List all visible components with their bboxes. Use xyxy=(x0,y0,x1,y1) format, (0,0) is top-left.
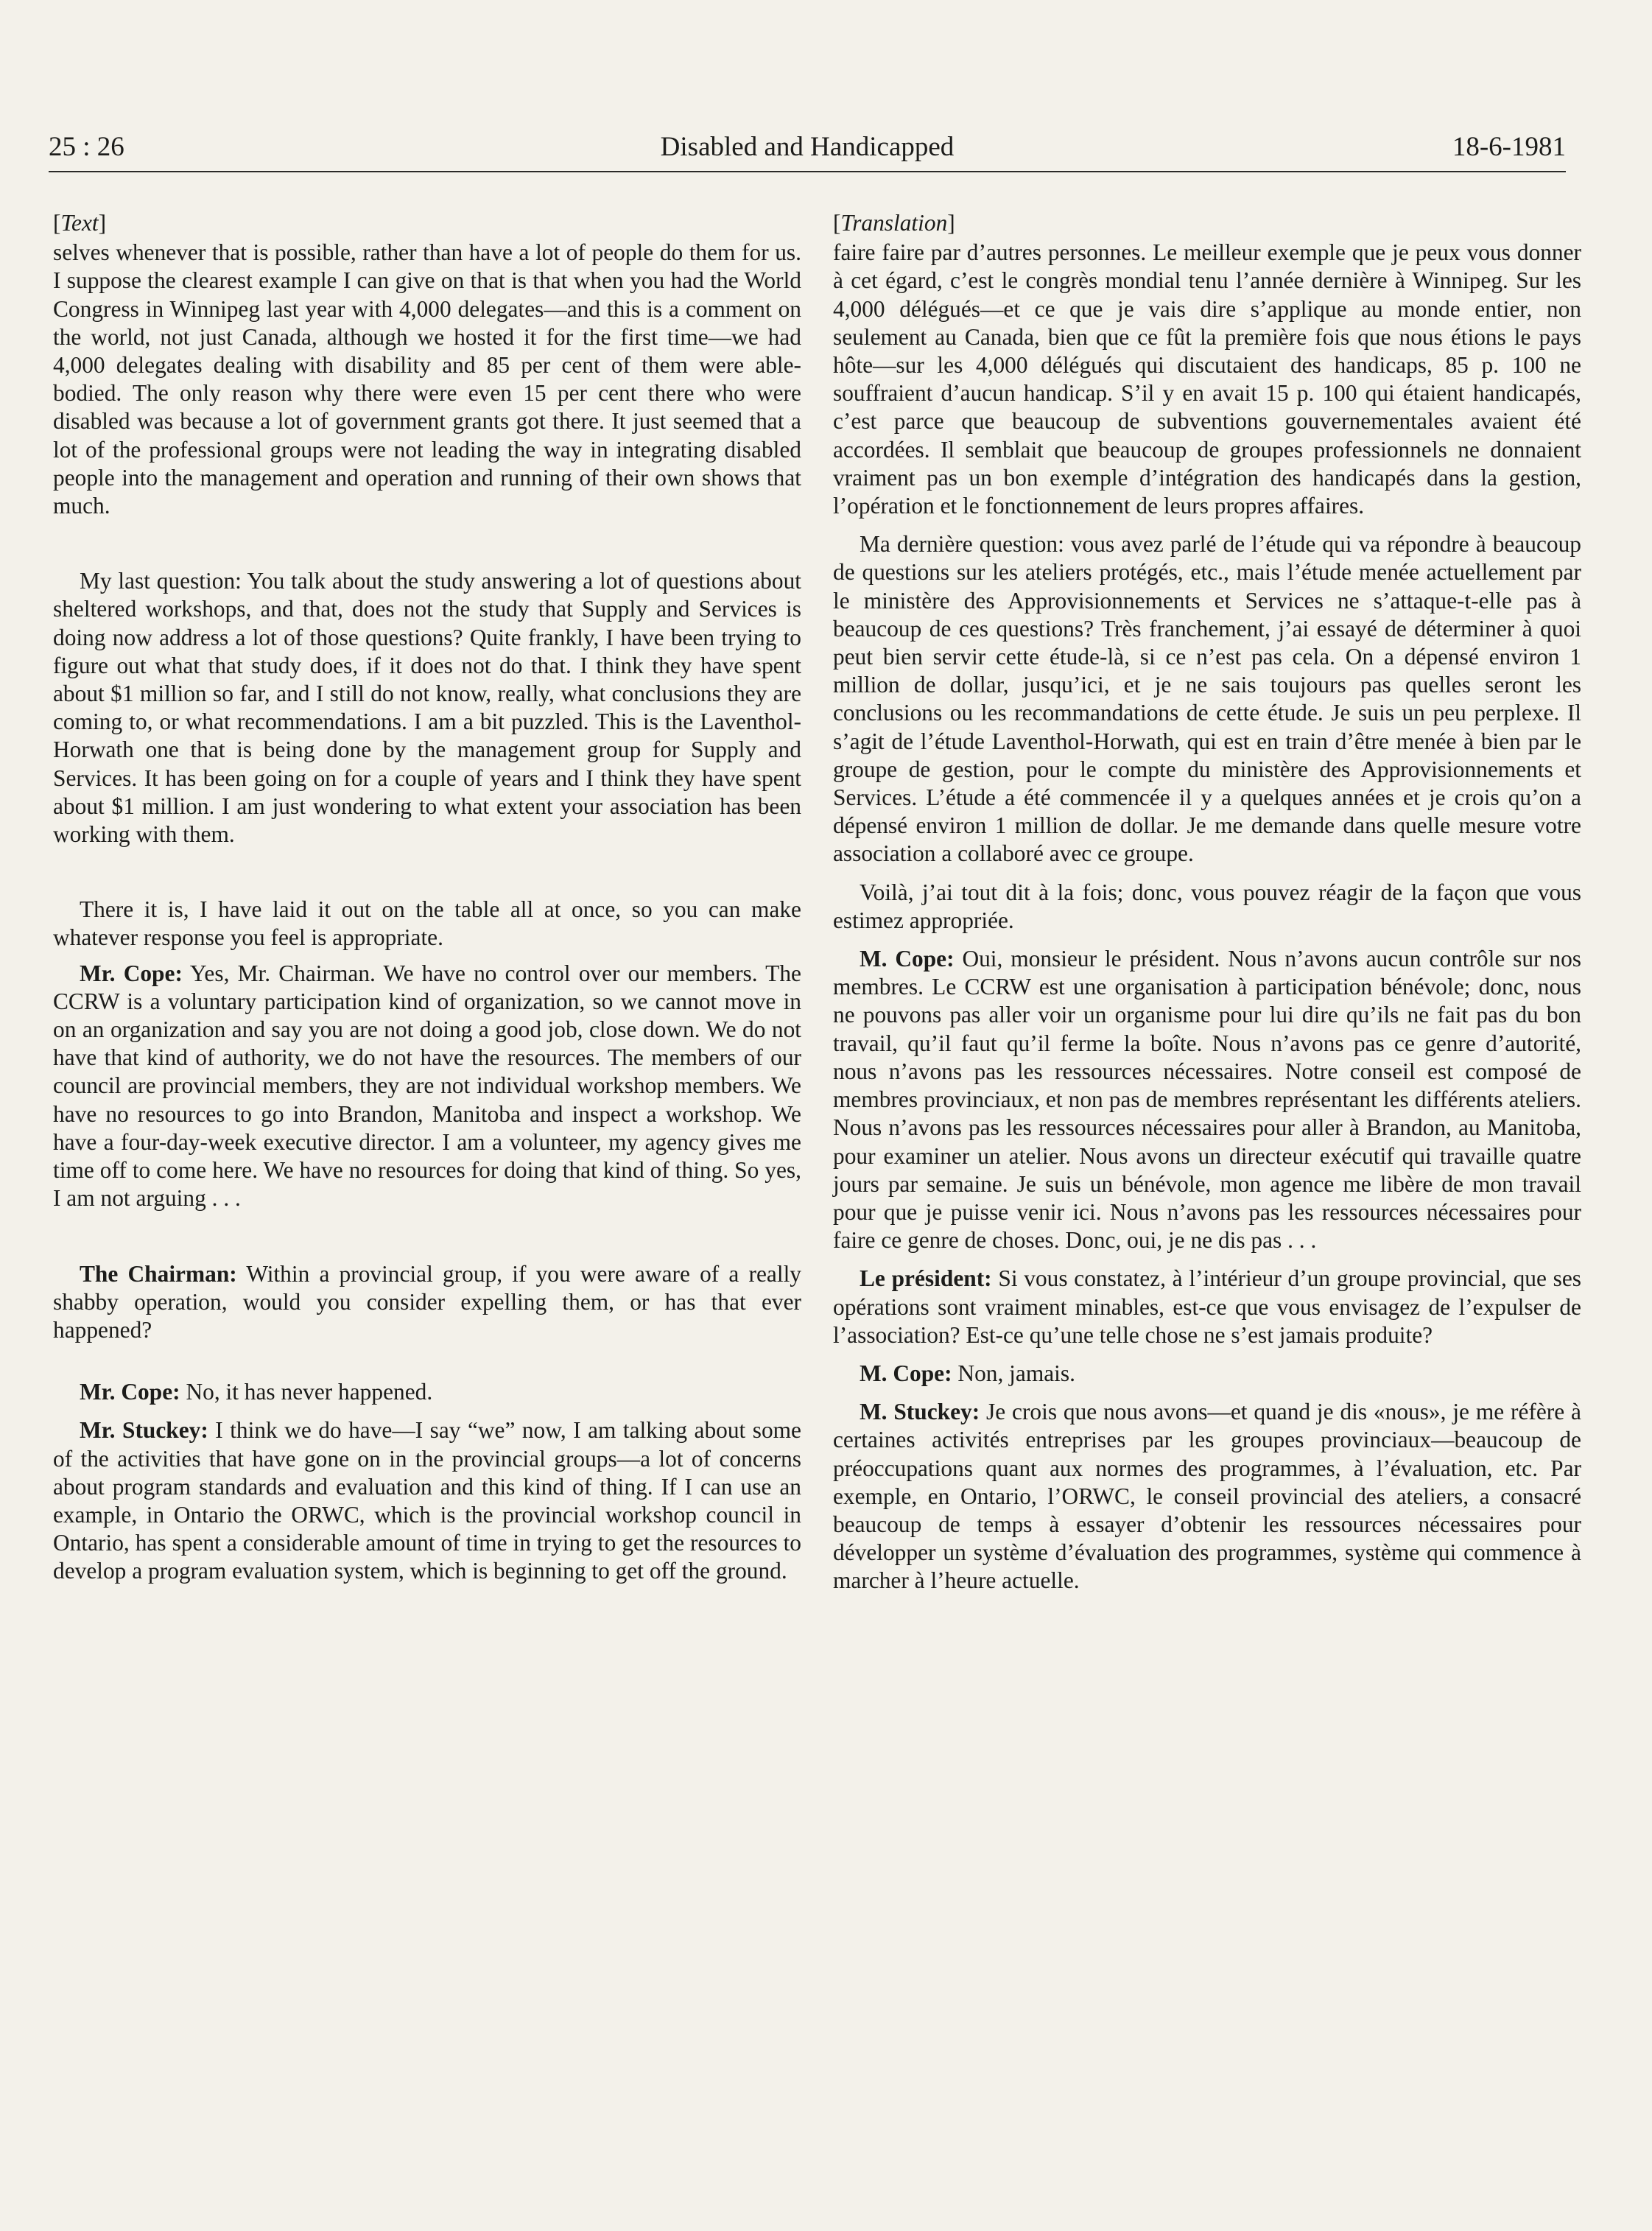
running-title: Disabled and Handicapped xyxy=(660,132,955,162)
speaker-name: M. Cope: xyxy=(860,1360,952,1386)
language-label: [Text] xyxy=(53,210,107,236)
right-column xyxy=(833,209,1581,2095)
paragraph xyxy=(53,1416,801,1585)
paragraph xyxy=(53,1260,801,1345)
speaker-name: Mr. Cope: xyxy=(80,960,183,986)
paragraph-text: selves whenever that is possible, rather than have a lot of people do them for us. I suppose the clearest example I can give on that is that when you had the World Congress in Winnipeg last year with 4,000 delegates—and this is a comment on the world, not just Canada, although we hosted it for the first time—we had 4,000 delegates dealing with disability and 85 per cent of them were able-bodied. The only reason why there were even 15 per cent there who were disabled was because a lot of government grants got there. It just seemed that a lot of the professional groups were not leading the way in integrating disabled people into the management and operation and running of their own shows that much. xyxy=(53,239,801,519)
paragraph-text: There it is, I have laid it out on the table all at once, so you can make whatever response you feel is appropriate. xyxy=(53,896,801,951)
page-header xyxy=(49,131,1566,171)
speaker-name: Mr. Cope: xyxy=(80,1379,180,1405)
page-number: 25 : 26 xyxy=(49,132,124,162)
paragraph xyxy=(53,239,801,520)
paragraph xyxy=(53,567,801,849)
paragraph xyxy=(833,945,1581,1254)
paragraph-text: I think we do have—I say “we” now, I am talking about some of the activities that have gone on in the provincial groups—a lot of concerns about program standards and evaluation and this kind of thing. If I can use an example, in Ontario the ORWC, which is the provincial workshop council in Ontario, has spent a considerable amount of time in trying to get the resources to develop a program evaluation system, which is beginning to get off the ground. xyxy=(53,1417,801,1584)
paragraph-text: Je crois que nous avons—et quand je dis «nous», je me réfère à certaines activités entreprises par les groupes provinciaux—beaucoup de préoccupations quant aux normes des programmes, à l’évaluation, etc. Par exemple, en Ontario, l’ORWC, le conseil provincial des ateliers, a consacré beaucoup de temps à essayer d’obtenir les ressources nécessaires pour développer un système d’évaluation des programmes, système qui commence à marcher à l’heure actuelle. xyxy=(833,1399,1581,1594)
paragraph-text: No, it has never happened. xyxy=(186,1379,433,1405)
language-label: [Translation] xyxy=(833,210,955,236)
paragraph-text: faire faire par d’autres personnes. Le meilleur exemple que je peux vous donner à cet égard, c’est le congrès mondial tenu l’année dernière à Winnipeg. Sur les 4,000 délégués—et ce que je vais dire s’applique au monde entier, non seulement au Canada, bien que ce fût la première fois que nous étions le pays hôte—sur les 4,000 délégués qui discutaient des handicaps, 85 p. 100 ne souffraient d’aucun handicap. S’il y en avait 15 p. 100 qui étaient handicapés, c’est parce que beaucoup de subventions gouvernementales avaient été accordées. Il semblait que beaucoup de groupes professionnels ne donnaient vraiment pas un bon exemple d’intégration des handicapés dans la gestion, l’opération et le fonctionnement de leurs propres affaires. xyxy=(833,239,1581,519)
paragraph-text: Yes, Mr. Chairman. We have no control over our members. The CCRW is a voluntary participation kind of organization, so we cannot move in on an organization and say you are not doing a good job, close down. We do not have that kind of authority, we do not have the resources. The members of our council are provincial members, they are not individual workshop members. We have no resources to go into Brandon, Manitoba and inspect a workshop. We have a four-day-week executive director. I am a volunteer, my agency gives me time off to come here. We have no resources for doing that kind of thing. So yes, I am not arguing . . . xyxy=(53,960,801,1212)
paragraph-text: My last question: You talk about the study answering a lot of questions about sheltered workshops, and that, does not the study that Supply and Services is doing now address a lot of those questions? Quite frankly, I have been trying to figure out what that study does, if it does not do that. I think they have spent about $1 million so far, and I still do not know, really, what conclusions they are coming to, or what recommendations. I am a bit puzzled. This is the Laventhol-Horwath one that is being done by the management group for Supply and Services. It has been going on for a couple of years and I think they have spent about $1 million. I am just wondering to what extent your association has been working with them. xyxy=(53,568,801,848)
paragraph xyxy=(53,896,801,952)
paragraph xyxy=(833,1360,1581,1388)
paragraph xyxy=(833,1265,1581,1349)
speaker-name: M. Cope: xyxy=(860,946,955,972)
header-date: 18-6-1981 xyxy=(1452,132,1566,162)
paragraph-text: Non, jamais. xyxy=(957,1360,1075,1386)
paragraph-text: Ma dernière question: vous avez parlé de l’étude qui va répondre à beaucoup de questions sur les ateliers protégés, etc., mais l’étude menée actuellement par le ministère des Approvisionnements et Services ne s’attaque-t-elle pas à beaucoup de ces questions? Très franchement, j’ai essayé de déterminer à quoi peut bien servir cette étude-là, si ce n’est pas cela. On a dépensé environ 1 million de dollar, jusqu’ici, et je ne sais toujours pas quelles seront les conclusions ou les recommandations de cette étude. Je suis un peu perplexe. Il s’agit de l’étude Laventhol-Horwath, qui est en train d’être menée à bien par le groupe de gestion, pour le compte du ministère des Approvisionnements et Services. L’étude a été commencée il y a quelques années et je crois qu’on a dépensé environ 1 million de dollar. Je me demande dans quelle mesure votre association a collaboré avec ce groupe. xyxy=(833,531,1581,867)
paragraph xyxy=(833,879,1581,935)
paragraph xyxy=(53,960,801,1213)
left-column xyxy=(53,209,801,2095)
paragraph xyxy=(833,1398,1581,1595)
paragraph xyxy=(833,239,1581,520)
paragraph-text: Voilà, j’ai tout dit à la fois; donc, vous pouvez réagir de la façon que vous estimez appropriée. xyxy=(833,879,1581,933)
paragraph-text: Oui, monsieur le président. Nous n’avons aucun contrôle sur nos membres. Le CCRW est une organisation à participation bénévole; donc, nous ne pouvons pas aller voir un organisme pour lui dire qu’ils ne fait pas du bon travail, qu’il faut qu’il ferme la boîte. Nous n’avons pas ce genre d’autorité, nous n’avons pas les ressources nécessaires. Notre conseil est composé de membres provinciaux, et non pas de membres représentant les différents ateliers. Nous n’avons pas les ressources nécessaires pour aller à Brandon, au Manitoba, pour examiner un atelier. Nous avons un directeur exécutif qui travaille quatre jours par semaine. Je suis un bénévole, mon agence me libère de mon travail pour que je puisse venir ici. Nous n’avons pas les ressources nécessaires pour faire ce genre de choses. Donc, oui, je ne dis pas . . . xyxy=(833,946,1581,1254)
paragraph xyxy=(53,1378,801,1406)
header-rule xyxy=(49,171,1566,172)
speaker-name: Le président: xyxy=(860,1265,992,1292)
paragraph-text: Si vous constatez, à l’intérieur d’un groupe provincial, que ses opérations sont vraiment minables, est-ce que vous envisagez de l’expulser de l’association? Est-ce qu’une telle chose ne s’est jamais produite? xyxy=(833,1265,1581,1348)
speaker-name: M. Stuckey: xyxy=(860,1399,980,1425)
speaker-name: Mr. Stuckey: xyxy=(80,1417,208,1444)
speaker-name: The Chairman: xyxy=(80,1260,237,1287)
paragraph xyxy=(833,530,1581,868)
paragraph-text: Within a provincial group, if you were aware of a really shabby operation, would you consider expelling them, or has that ever happened? xyxy=(53,1260,801,1343)
